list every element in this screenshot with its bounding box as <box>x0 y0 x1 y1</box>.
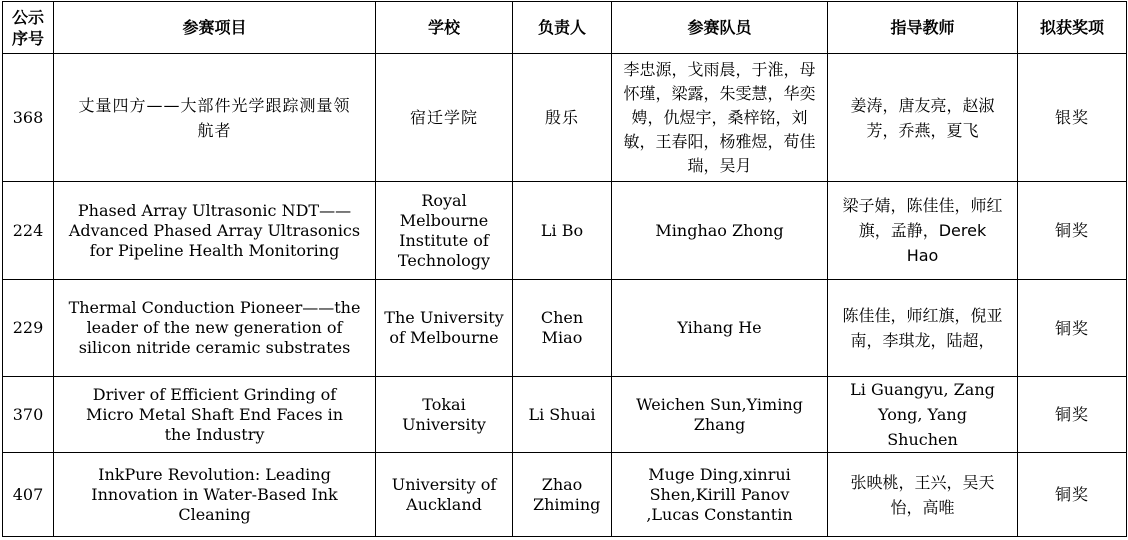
cell-leader: 殷乐 <box>513 54 612 182</box>
cell-project: 丈量四方——大部件光学跟踪测量领航者 <box>54 54 376 182</box>
cell-project: InkPure Revolution: Leading Innovation in Water-Based Ink Cleaning <box>54 453 376 537</box>
cell-id: 407 <box>3 453 54 537</box>
cell-id: 229 <box>3 280 54 377</box>
cell-advisors: Li Guangyu, Zang Yong, Yang Shuchen <box>828 377 1018 453</box>
header-members: 参赛队员 <box>612 2 828 54</box>
cell-school: The University of Melbourne <box>376 280 513 377</box>
table-row <box>3 453 1127 537</box>
header-advisors: 指导教师 <box>828 2 1018 54</box>
cell-leader: Chen Miao <box>513 280 612 377</box>
cell-advisors: 梁子婧，陈佳佳，师红旗，孟静，Derek Hao <box>828 182 1018 280</box>
cell-leader: Li Shuai <box>513 377 612 453</box>
cell-id: 370 <box>3 377 54 453</box>
cell-id: 224 <box>3 182 54 280</box>
awards-table <box>2 1 1127 537</box>
cell-school: 宿迁学院 <box>376 54 513 182</box>
cell-award: 铜奖 <box>1018 280 1127 377</box>
cell-advisors: 张映桃，王兴，吴天怡，高唯 <box>828 453 1018 537</box>
cell-advisors: 姜涛，唐友亮，赵淑芳，乔燕，夏飞 <box>828 54 1018 182</box>
table-row <box>3 377 1127 453</box>
header-id-label: 公示 序号 <box>11 7 44 48</box>
cell-school: Royal Melbourne Institute of Technology <box>376 182 513 280</box>
cell-members: Weichen Sun,Yiming Zhang <box>612 377 828 453</box>
cell-award: 铜奖 <box>1018 453 1127 537</box>
cell-award: 铜奖 <box>1018 182 1127 280</box>
header-leader: 负责人 <box>513 2 612 54</box>
cell-project: Driver of Efficient Grinding of Micro Metal Shaft End Faces in the Industry <box>54 377 376 453</box>
header-id <box>3 2 54 54</box>
cell-members: Muge Ding,xinrui Shen,Kirill Panov ,Lucas Constantin <box>612 453 828 537</box>
header-project: 参赛项目 <box>54 2 376 54</box>
cell-school: Tokai University <box>376 377 513 453</box>
cell-advisors: 陈佳佳，师红旗，倪亚南，李琪龙，陆超， <box>828 280 1018 377</box>
cell-leader: Zhao Zhiming <box>513 453 612 537</box>
header-row <box>3 2 1127 54</box>
cell-project: Phased Array Ultrasonic NDT——Advanced Phased Array Ultrasonics for Pipeline Health Monitoring <box>54 182 376 280</box>
cell-members: Yihang He <box>612 280 828 377</box>
table-row <box>3 280 1127 377</box>
header-school: 学校 <box>376 2 513 54</box>
header-award: 拟获奖项 <box>1018 2 1127 54</box>
cell-members: Minghao Zhong <box>612 182 828 280</box>
cell-leader: Li Bo <box>513 182 612 280</box>
table-row <box>3 54 1127 182</box>
cell-award: 铜奖 <box>1018 377 1127 453</box>
cell-school: University of Auckland <box>376 453 513 537</box>
cell-project: Thermal Conduction Pioneer——the leader of the new generation of silicon nitride ceramic substrates <box>54 280 376 377</box>
cell-members: 李忠源，戈雨晨，于淮，母怀瑾，梁露，朱雯慧，华奕娉，仇煜宇，桑梓铭，刘敏，王春阳，杨雅煜，荀佳瑞，吴月 <box>612 54 828 182</box>
table-row <box>3 182 1127 280</box>
cell-id: 368 <box>3 54 54 182</box>
cell-award: 银奖 <box>1018 54 1127 182</box>
